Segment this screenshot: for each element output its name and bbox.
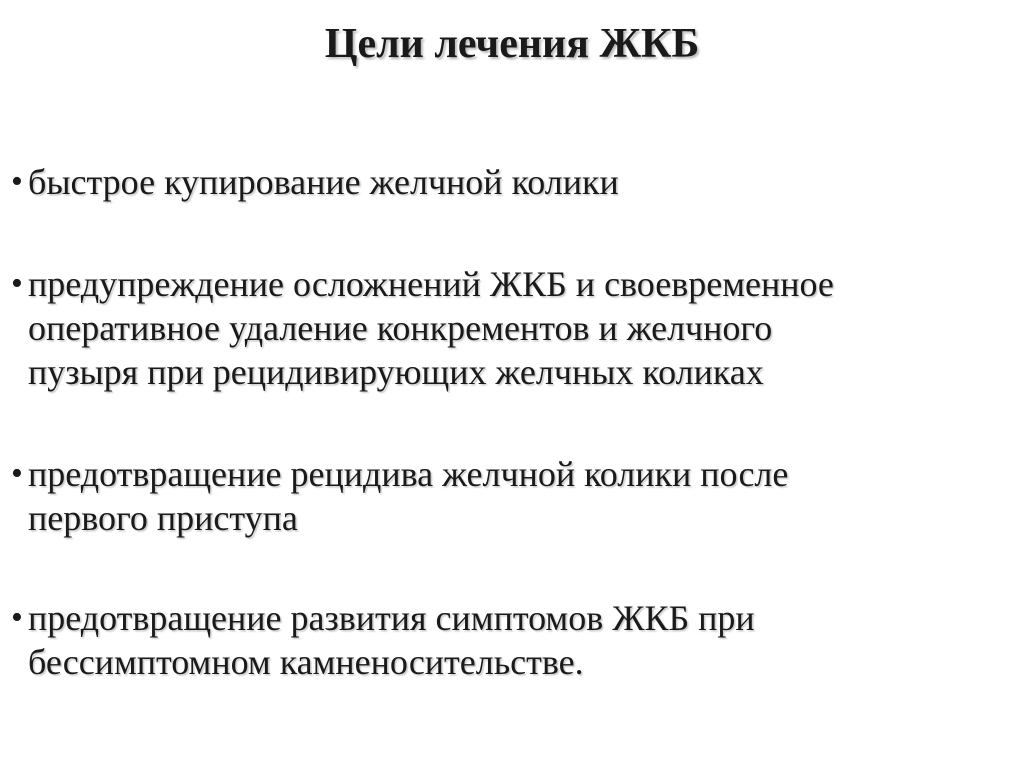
slide-title: Цели лечения ЖКБ: [324, 21, 700, 67]
list-item-text: предотвращение рецидива желчной колики после первого приступа: [28, 454, 789, 538]
bullet-icon: •: [11, 265, 23, 302]
list-item: [6, 596, 1006, 684]
bullet-icon: •: [11, 599, 23, 636]
bullet-icon: •: [11, 163, 23, 200]
list-item: [6, 262, 1006, 394]
list-item-text: предотвращение развития симптомов ЖКБ при бессимптомном камненосительстве.: [28, 598, 755, 682]
list-item: [6, 160, 1006, 204]
list-item-text: предупреждение осложнений ЖКБ и своевременное оперативное удаление конкрементов и желчного пузыря при рецидивирующих желчных коликах: [28, 264, 834, 392]
bullet-icon: •: [11, 455, 23, 492]
list-item-text: быстрое купирование желчной колики: [28, 162, 619, 202]
list-item: [6, 452, 1006, 540]
